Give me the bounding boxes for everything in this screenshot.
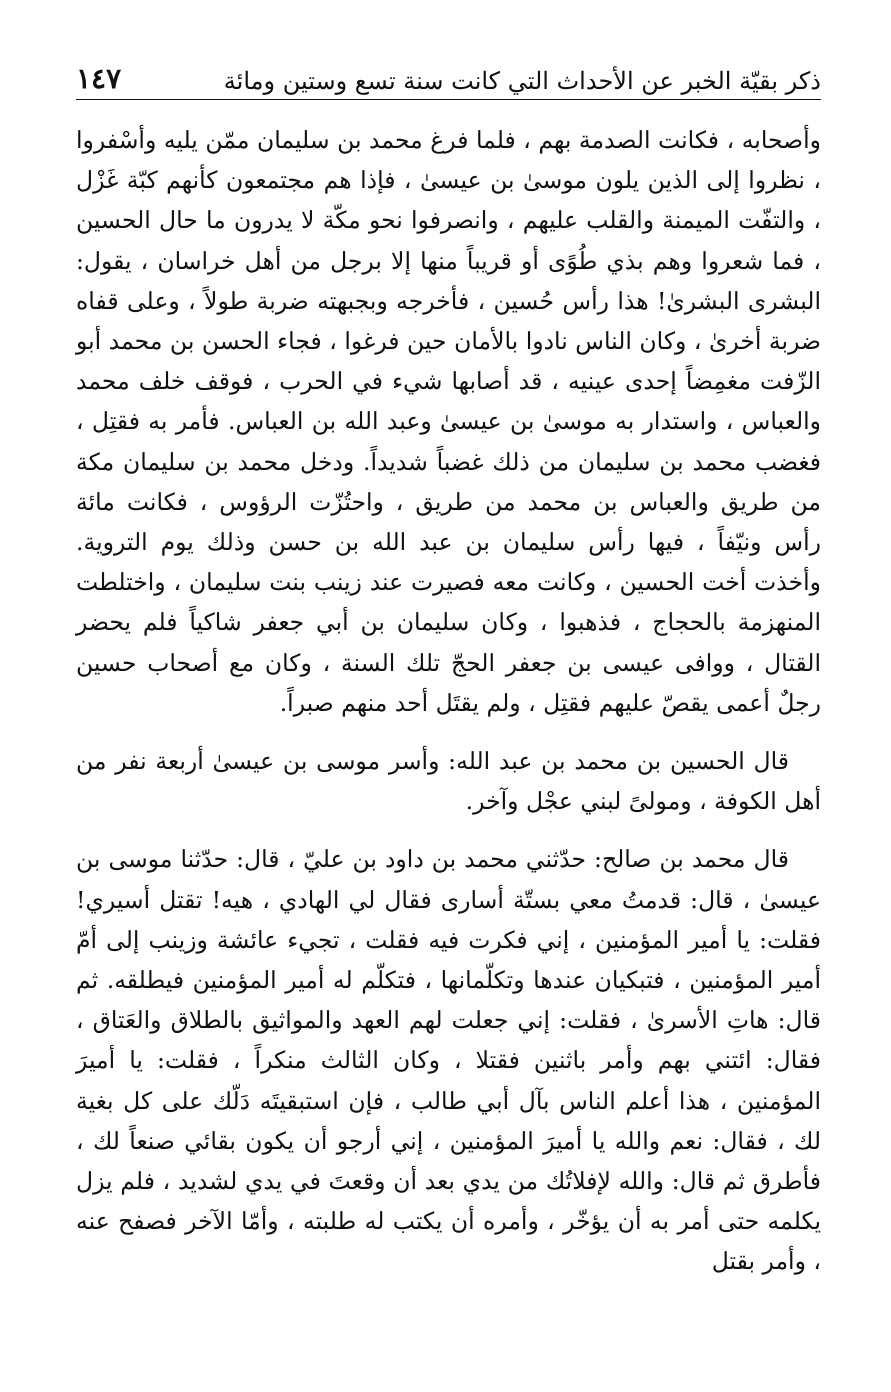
paragraph-3: قال محمد بن صالح: حدّثني محمد بن داود بن عليّ ، قال: حدّثنا موسى بن عيسىٰ ، قال: قدمتُ معي بستّة أسارى فقال لي الهادي ، هيه! تقتل أسيري! فقلت: يا أمير المؤمنين ، إني فكرت فيه فقلت ، تجيء عائشة وزينب إلى أمّ أمير المؤمنين ، فتبكيان عندها وتكلّمانها ، فتكلّم له أمير المؤمنين فيطلقه. ثم قال: هاتِ الأسرىٰ ، فقلت: إني جعلت لهم العهد والمواثيق بالطلاق والعَتاق ، فقال: ائتني بهم وأمر باثنين فقتلا ، وكان الثالث منكراً ، فقلت: يا أميرَ المؤمنين ، هذا أعلم الناس بآل أبي طالب ، فإن استبقيتَه دَلّك على كل بغية لك ، فقال: نعم والله يا أميرَ المؤمنين ، إني أرجو أن يكون بقائي صنعاً لك ، فأطرق ثم قال: والله لإفلاتُك من يدي بعد أن وقعتَ في يدي لشديد ، فلم يزل يكلمه حتى أمر به أن يؤخّر ، وأمره أن يكتب له طلبته ، وأمّا الآخر فصفح عنه ، وأمر بقتل (76, 845, 821, 1276)
page-number: ١٤٧ (76, 62, 122, 95)
paragraph-1: وأصحابه ، فكانت الصدمة بهم ، فلما فرغ محمد بن سليمان ممّن يليه وأسْفروا ، نظروا إلى الذين يلون موسىٰ بن عيسىٰ ، فإذا هم مجتمعون كأنهم كبّة غَزْل ، والتفّت الميمنة والقلب عليهم ، وانصرفوا نحو مكّة لا يدرون ما حال الحسين ، فما شعروا وهم بذي طُوًى أو قريباً منها إلا برجل من أهل خراسان ، يقول: البشرى البشرىٰ! هذا رأس حُسين ، فأخرجه وبجبهته ضربة طولاً ، وعلى قفاه ضربة أخرىٰ ، وكان الناس نادوا بالأمان حين فرغوا ، فجاء الحسن بن محمد أبو الزّفت مغمِضاً إحدى عينيه ، قد أصابها شيء في الحرب ، فوقف خلف محمد والعباس ، واستدار به موسىٰ بن عيسىٰ وعبد الله بن العباس. فأمر به فقتِل ، فغضب محمد بن سليمان من ذلك غضباً شديداً. ودخل محمد بن سليمان مكة من طريق والعباس بن محمد من طريق ، واحتُزّت الرؤوس ، فكانت مائة رأس ونيّفاً ، فيها رأس سليمان بن عبد الله بن حسن وذلك يوم التروية. وأخذت أخت الحسين ، وكانت معه فصيرت عند زينب بنت سليمان ، واختلطت المنهزمة بالحجاج ، فذهبوا ، وكان سليمان بن أبي جعفر شاكياً فلم يحضر القتال ، ووافى عيسى بن جعفر الحجّ تلك السنة ، وكان مع أصحاب حسين رجلٌ أعمى يقصّ عليهم فقتِل ، ولم يقتَل أحد منهم صبراً. (76, 126, 821, 717)
page-header (76, 52, 821, 100)
running-title: ذكر بقيّة الخبر عن الأحداث التي كانت سنة تسع وستين ومائة (223, 67, 821, 95)
body-text (76, 120, 821, 1282)
paragraph-2: قال الحسين بن محمد بن عبد الله: وأسر موسى بن عيسىٰ أربعة نفر من أهل الكوفة ، ومولىً لبني عجْل وآخر. (76, 747, 821, 816)
